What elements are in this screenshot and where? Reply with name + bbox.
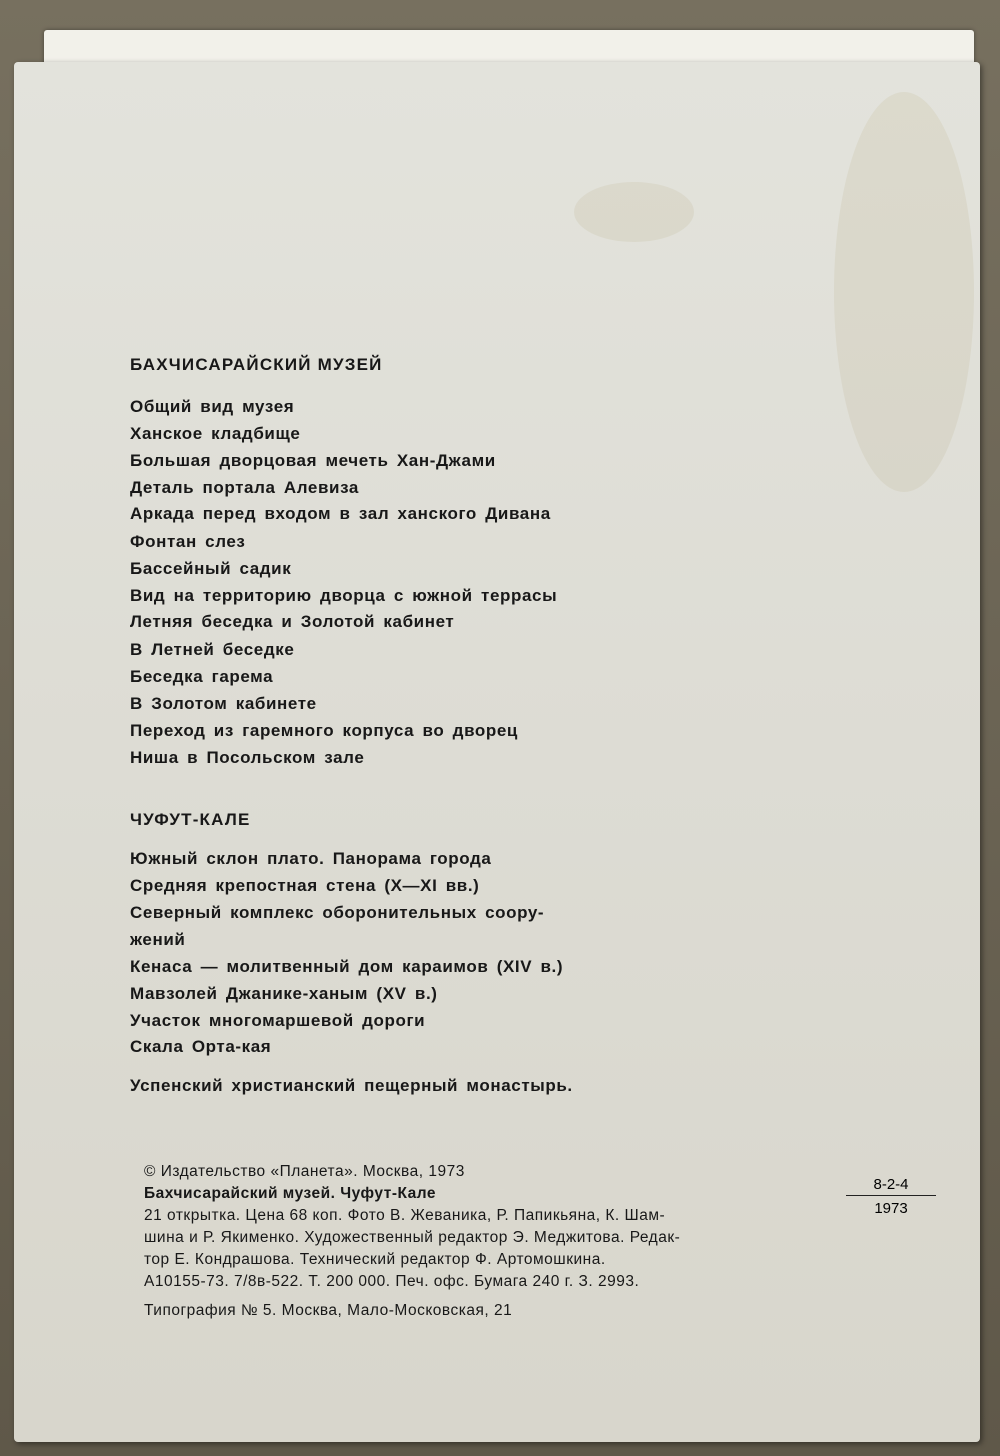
list-item: Ниша в Посольском зале — [130, 748, 365, 767]
list-item: Северный комплекс оборонительных соору- — [130, 903, 545, 922]
catalog-code-year: 1973 — [874, 1200, 908, 1217]
list-item: Беседка гарема — [130, 667, 274, 686]
list-item: Общий вид музея — [130, 397, 295, 416]
list-item: Деталь портала Алевиза — [130, 478, 359, 497]
list-item: Ханское кладбище — [130, 424, 301, 443]
list-item: Фонтан слез — [130, 532, 246, 551]
section-title-bakhchisaray: БАХЧИСАРАЙСКИЙ МУЗЕЙ — [130, 355, 383, 374]
list-item: Скала Орта-кая — [130, 1037, 272, 1056]
catalog-code — [846, 1176, 936, 1217]
imprint-line: 21 открытка. Цена 68 коп. Фото В. Жеваника, Р. Папикьяна, К. Шам- — [144, 1207, 666, 1224]
list-item: Кенаса — молитвенный дом караимов (XIV в.) — [130, 957, 564, 976]
copyright-line: © Издательство «Планета». Москва, 1973 — [144, 1163, 465, 1180]
publication-title: Бахчисарайский музей. Чуфут-Кале — [144, 1185, 437, 1202]
list-item: Средняя крепостная стена (X—XI вв.) — [130, 876, 480, 895]
catalog-code-top: 8-2-4 — [846, 1176, 936, 1196]
list-item: Переход из гаремного корпуса во дворец — [130, 721, 518, 740]
postcard-folder-back-cover — [14, 62, 980, 1442]
cover-text — [14, 62, 980, 1442]
section-title-chufut-kale: ЧУФУТ-КАЛЕ — [130, 810, 251, 829]
list-item: Мавзолей Джанике-ханым (XV в.) — [130, 984, 438, 1003]
printer-line: Типография № 5. Москва, Мало-Московская, 21 — [144, 1302, 513, 1319]
list-item: Вид на территорию дворца с южной террасы — [130, 586, 558, 605]
list-item: Большая дворцовая мечеть Хан-Джами — [130, 451, 496, 470]
list-item-monastery: Успенский христианский пещерный монастырь. — [130, 1076, 573, 1095]
imprint-line: тор Е. Кондрашова. Технический редактор Ф. Артомошкина. — [144, 1251, 606, 1268]
list-item: В Летней беседке — [130, 640, 295, 659]
list-item: Аркада перед входом в зал ханского Дивана — [130, 504, 551, 523]
list-item: жений — [130, 930, 186, 949]
imprint-line: А10155-73. 7/8в-522. Т. 200 000. Печ. офс. Бумага 240 г. З. 2993. — [144, 1273, 640, 1290]
list-item: В Золотом кабинете — [130, 694, 317, 713]
list-item: Летняя беседка и Золотой кабинет — [130, 612, 455, 631]
imprint-line: шина и Р. Якименко. Художественный редактор Э. Меджитова. Редак- — [144, 1229, 681, 1246]
list-item: Бассейный садик — [130, 559, 292, 578]
list-item: Участок многомаршевой дороги — [130, 1011, 426, 1030]
list-item: Южный склон плато. Панорама города — [130, 849, 492, 868]
